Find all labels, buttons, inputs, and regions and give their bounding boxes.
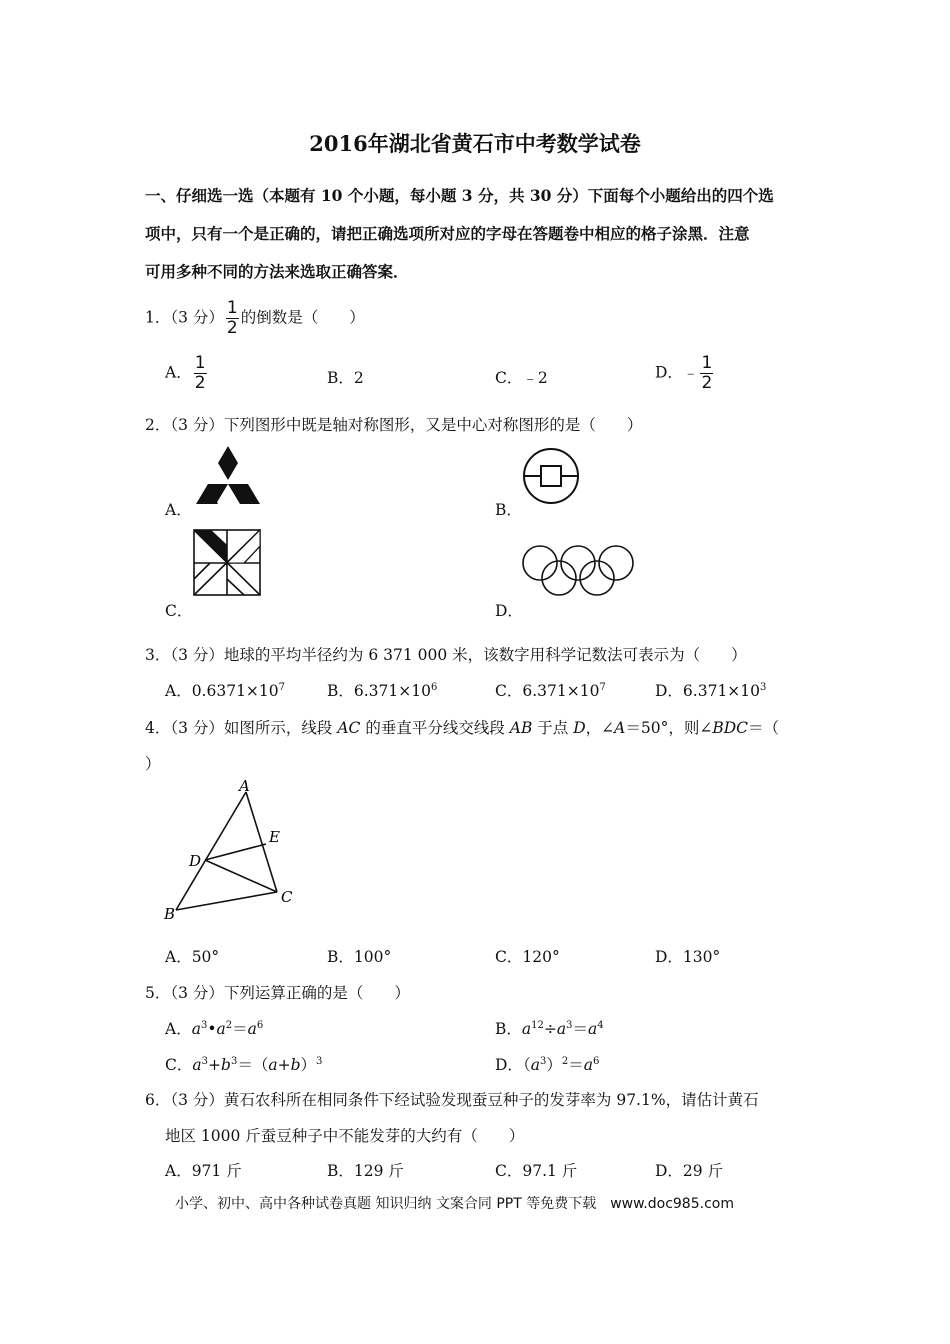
option-a-fraction xyxy=(194,355,207,392)
point-label-e: E xyxy=(269,828,280,846)
question-1-text: 的倒数是（ ） xyxy=(240,308,365,327)
section-instructions-line-2: 项中，只有一个是正确的，请把正确选项所对应的字母在答题卷中相应的格子涂黑．注意 xyxy=(145,224,750,243)
section-instructions-line-3: 可用多种不同的方法来选取正确答案． xyxy=(145,262,409,281)
question-1-option-b: B．2 xyxy=(327,369,364,387)
point-label: D xyxy=(573,719,586,737)
text: 于点 xyxy=(532,719,574,737)
question-6-option-a: A．971 斤 xyxy=(165,1162,242,1180)
section-instructions-line-1: 一、仔细选一选（本题有 10 个小题，每小题 3 分，共 30 分）下面每个小题给出的四个选 xyxy=(145,186,774,205)
option-label: D． xyxy=(495,1056,523,1074)
point-label-c: C xyxy=(281,888,293,906)
option-label: C． xyxy=(165,1056,193,1074)
variable: a xyxy=(583,1056,593,1074)
text: 4．（3 分）如图所示，线段 xyxy=(145,719,338,737)
question-5-option-b xyxy=(495,1017,604,1039)
question-5-text: 5．（3 分）下列运算正确的是（ ） xyxy=(145,984,410,1002)
angle-label: A xyxy=(614,719,626,737)
variable: a xyxy=(530,1056,540,1074)
question-4-text xyxy=(145,716,779,738)
option-text: B．6.371×10 xyxy=(327,682,431,700)
question-1-option-d xyxy=(655,355,715,392)
question-4-option-a: A．50° xyxy=(165,948,220,966)
question-6-option-c: C．97.1 斤 xyxy=(495,1162,578,1180)
question-3-option-b xyxy=(327,679,437,701)
question-1 xyxy=(145,300,365,337)
exponent: 2 xyxy=(561,1056,569,1067)
variable: a xyxy=(216,1020,226,1038)
point-label-d: D xyxy=(189,852,202,870)
question-6-option-d: D．29 斤 xyxy=(655,1162,724,1180)
text: ，∠ xyxy=(585,719,615,737)
segment-label: AB xyxy=(509,719,533,737)
operator: ＝ xyxy=(232,1020,248,1038)
question-4-option-d: D．130° xyxy=(655,948,721,966)
variable: a xyxy=(521,1020,532,1038)
variable: a xyxy=(192,1056,202,1074)
exponent: 7 xyxy=(278,682,286,693)
fraction-denominator: 2 xyxy=(701,373,713,393)
fraction-numerator: 1 xyxy=(226,298,238,318)
option-label: D．﹣ xyxy=(655,363,699,382)
question-1-option-c: C．﹣2 xyxy=(495,369,548,387)
option-label: A． xyxy=(165,1020,192,1038)
exponent: 3 xyxy=(539,1056,547,1067)
exponent: 3 xyxy=(230,1056,238,1067)
operator: ＝ xyxy=(568,1056,584,1074)
exponent: 6 xyxy=(256,1020,264,1031)
variable: a xyxy=(556,1020,567,1038)
point-label-a: A xyxy=(239,778,250,795)
operator: ＝ xyxy=(237,1056,253,1074)
question-2-text: 2．（3 分）下列图形中既是轴对称图形，又是中心对称图形的是（ ） xyxy=(145,416,643,434)
operator: + xyxy=(208,1056,221,1074)
page-footer: 小学、初中、高中各种试卷真题 知识归纳 文案合同 PPT 等免费下载 www.doc985.com xyxy=(175,1196,734,1212)
question-2-option-a: A． xyxy=(165,501,192,519)
exponent: 6 xyxy=(592,1056,600,1067)
exponent: 3 xyxy=(201,1056,208,1067)
question-3-text: 3．（3 分）地球的平均半径约为 6 371 000 米，该数字用科学记数法可表示为（ ） xyxy=(145,646,747,664)
fraction-denominator: 2 xyxy=(194,373,206,393)
question-2-option-c: C． xyxy=(165,602,193,620)
question-5-option-a xyxy=(165,1017,263,1039)
question-1-option-a xyxy=(165,355,209,392)
text: ＝50°，则∠ xyxy=(625,719,713,737)
option-text: A．0.6371×10 xyxy=(165,682,279,700)
variable: a xyxy=(247,1020,257,1038)
exponent: 6 xyxy=(430,682,438,693)
triangle-figure xyxy=(160,778,300,923)
coin-shape-figure xyxy=(520,446,582,506)
exponent: 12 xyxy=(531,1020,544,1031)
fraction-numerator: 1 xyxy=(701,353,713,373)
question-4-option-c: C．120° xyxy=(495,948,560,966)
fraction-denominator: 2 xyxy=(226,318,238,338)
page-title: 2016年湖北省黄石市中考数学试卷 xyxy=(309,131,641,156)
option-label: A． xyxy=(165,363,192,382)
option-label: B． xyxy=(495,1020,522,1038)
exponent: 3 xyxy=(760,682,767,693)
question-2-option-b: B． xyxy=(495,501,522,519)
option-text: C．6.371×10 xyxy=(495,682,600,700)
operator: ÷ xyxy=(543,1020,557,1038)
paren: ） xyxy=(546,1056,562,1074)
question-3-option-d xyxy=(655,679,766,701)
variable: b xyxy=(290,1056,301,1074)
operator: • xyxy=(207,1020,217,1038)
paren: ） xyxy=(300,1056,317,1074)
text: 的垂直平分线交线段 xyxy=(360,719,510,737)
option-text: D．6.371×10 xyxy=(655,682,761,700)
question-4-option-b: B．100° xyxy=(327,948,392,966)
exponent: 3 xyxy=(200,1020,208,1031)
exponent: 3 xyxy=(566,1020,573,1031)
point-label-b: B xyxy=(164,905,176,923)
question-3-option-c xyxy=(495,679,606,701)
variable: a xyxy=(588,1020,598,1038)
segment-label: AC xyxy=(337,719,361,737)
pinwheel-shape-figure xyxy=(192,528,264,598)
variable: a xyxy=(268,1056,278,1074)
operator: + xyxy=(277,1056,291,1074)
question-3-option-a xyxy=(165,679,285,701)
olympic-rings-figure xyxy=(520,542,640,602)
exponent: 3 xyxy=(316,1056,323,1067)
question-1-number: 1．（3 分） xyxy=(145,308,224,327)
question-5-option-c xyxy=(165,1053,322,1075)
question-4-text-line-2: ） xyxy=(145,755,161,773)
paren: （ xyxy=(252,1056,269,1074)
fraction-numerator: 1 xyxy=(194,353,206,373)
variable: a xyxy=(191,1020,201,1038)
question-1-fraction xyxy=(226,300,239,337)
question-6-text-line-2: 地区 1000 斤蚕豆种子中不能发芽的大约有（ ） xyxy=(165,1127,525,1145)
text: ＝（ xyxy=(748,719,780,737)
option-d-fraction xyxy=(700,355,713,392)
question-6-text-line-1: 6．（3 分）黄石农科所在相同条件下经试验发现蚕豆种子的发芽率为 97.1%，请估计黄石 xyxy=(145,1091,759,1109)
exponent: 4 xyxy=(597,1020,604,1031)
mitsubishi-shape-figure xyxy=(194,446,262,506)
question-5-option-d xyxy=(495,1053,599,1075)
exponent: 7 xyxy=(599,682,606,693)
question-6-option-b: B．129 斤 xyxy=(327,1162,404,1180)
paren: （ xyxy=(522,1056,531,1074)
variable: b xyxy=(221,1056,231,1074)
question-2-option-d: D． xyxy=(495,602,523,620)
angle-label: BDC xyxy=(712,719,748,737)
exponent: 2 xyxy=(225,1020,233,1031)
operator: ＝ xyxy=(572,1020,589,1038)
